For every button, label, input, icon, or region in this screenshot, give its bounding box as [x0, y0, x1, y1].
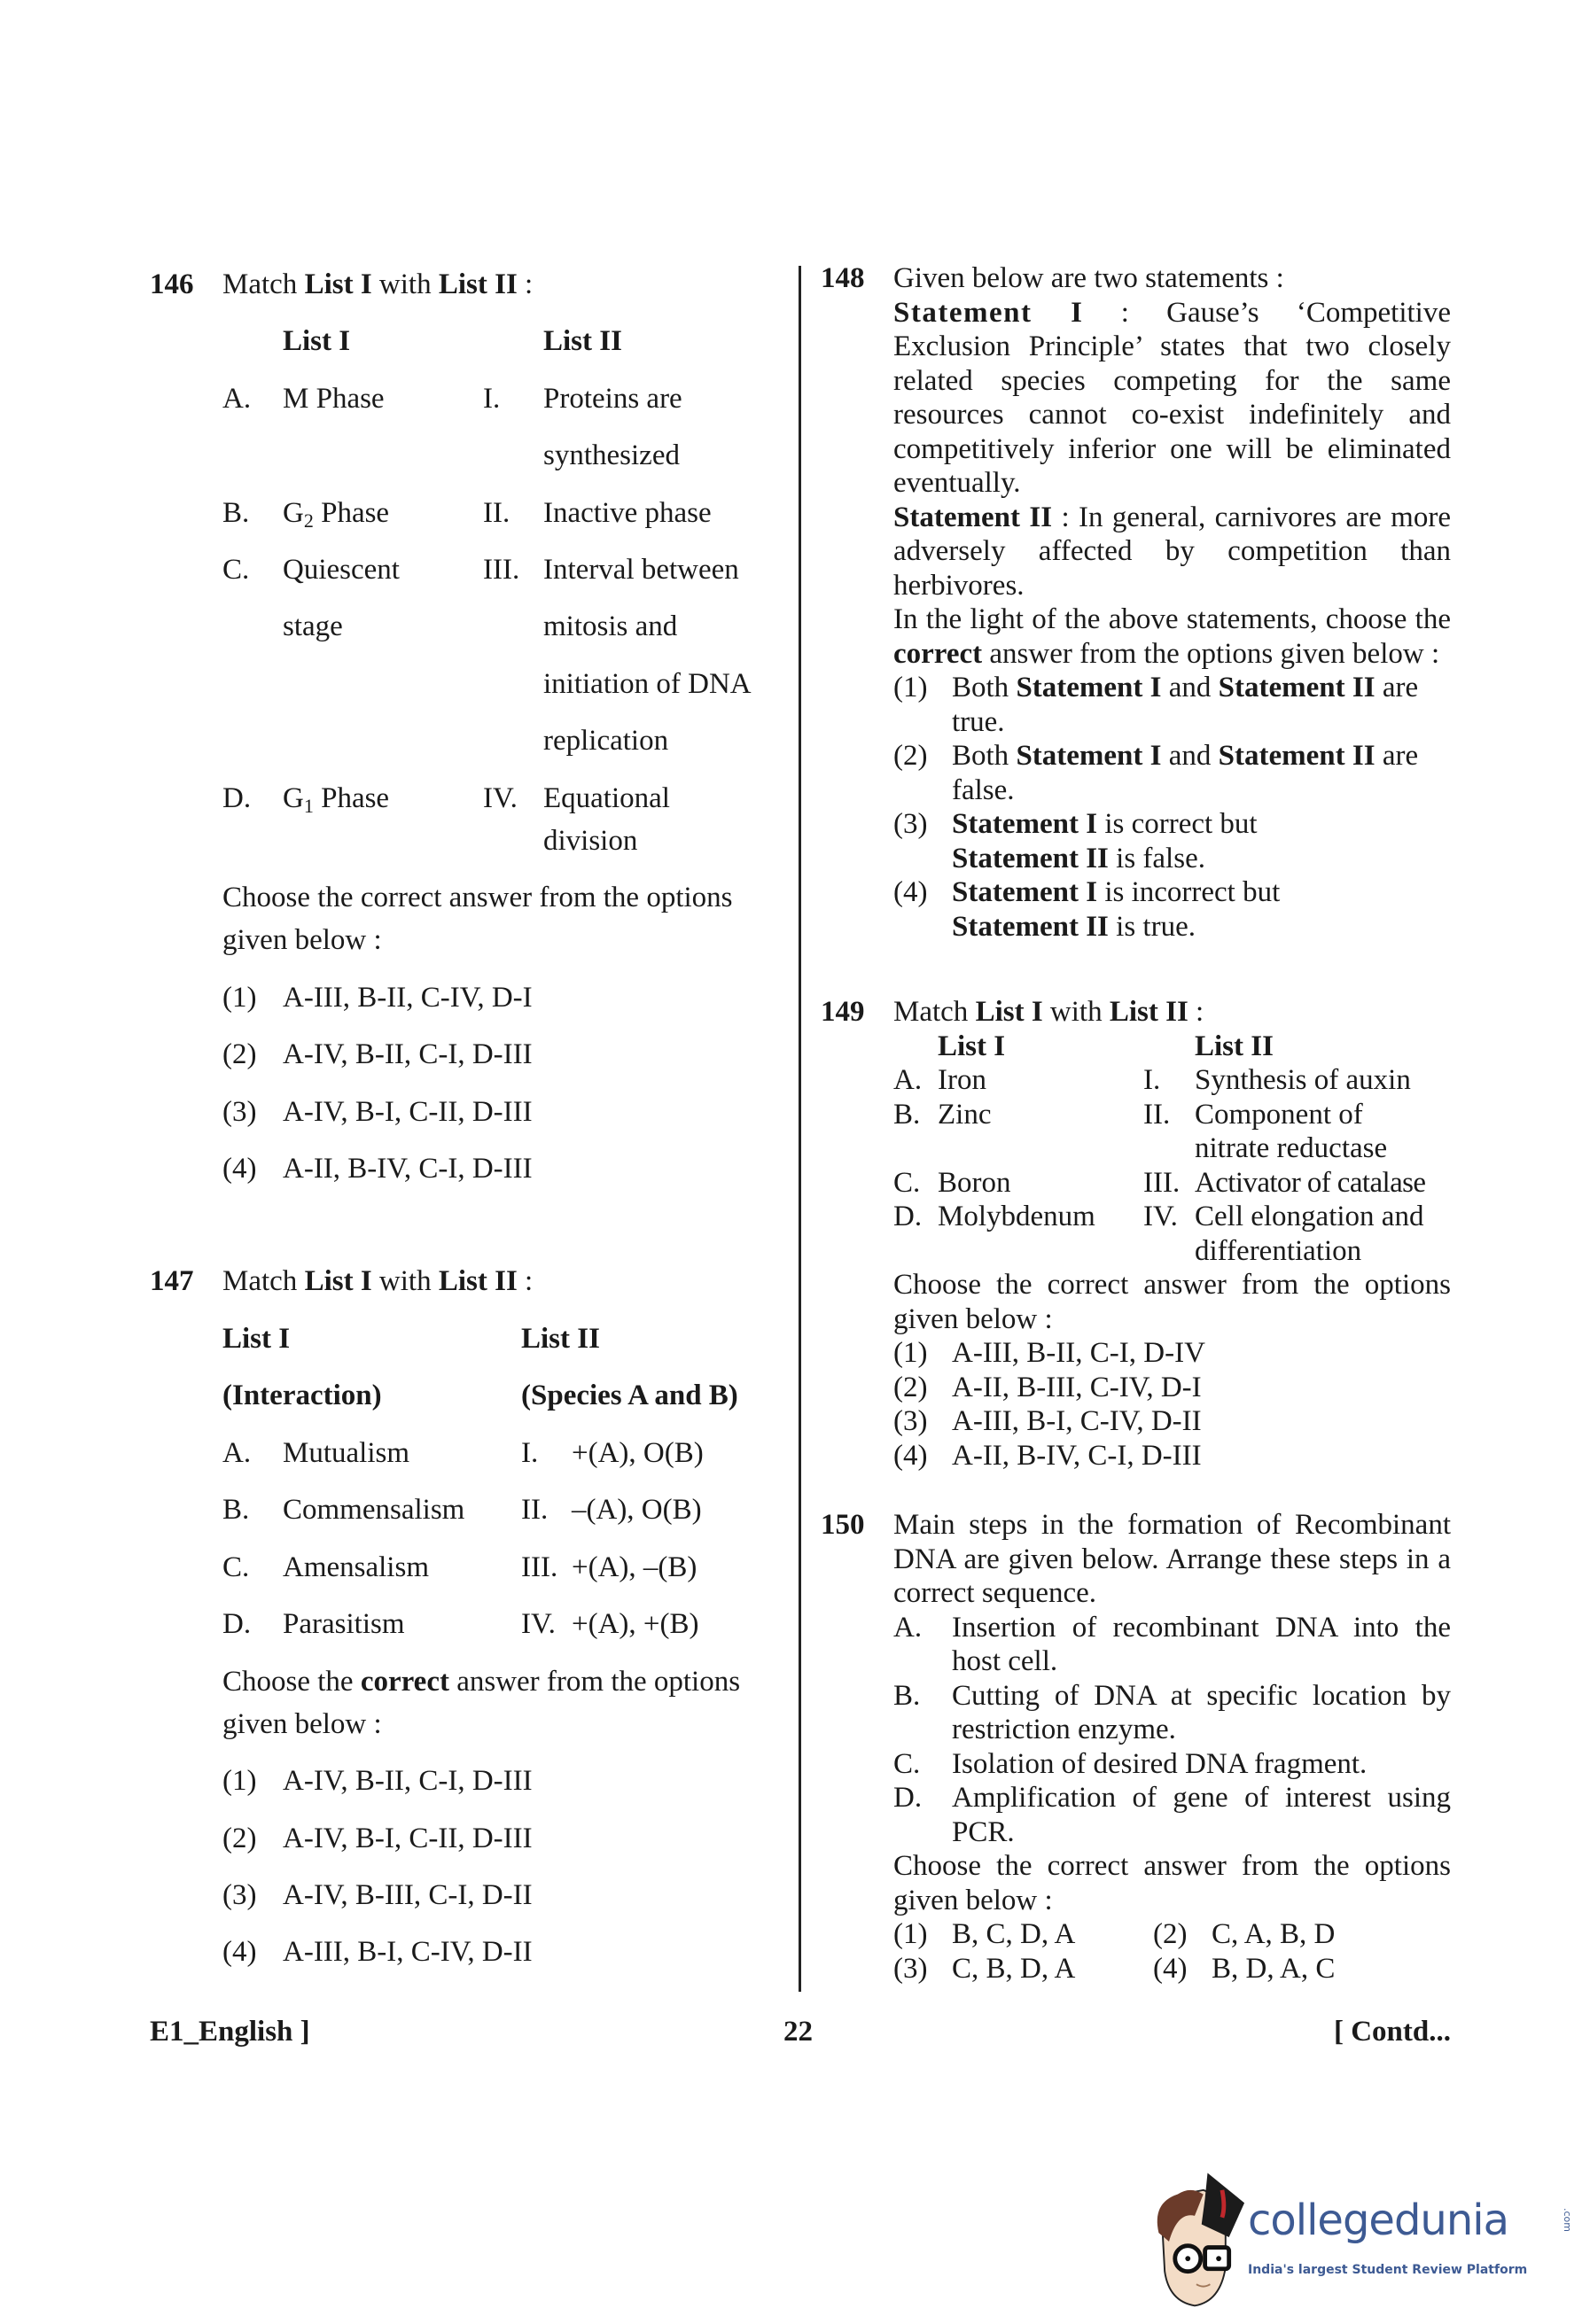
option-text: C, A, B, D	[1212, 1918, 1336, 1950]
stem-text: :	[517, 1265, 534, 1297]
row-letter: A.	[222, 1437, 252, 1469]
option-text: and	[1161, 672, 1219, 703]
option-text: are true.	[952, 672, 1419, 738]
item-text: Phase	[313, 497, 390, 529]
option-label: (3)	[893, 808, 928, 840]
step-text: Insertion of recombinant DNA into the host cell.	[952, 1611, 1451, 1677]
row-letter: D.	[222, 1608, 252, 1640]
list2-item: Activator of catalase	[1195, 1166, 1426, 1199]
list1-header: List I	[222, 1323, 291, 1355]
option-label[interactable]: (3)	[222, 1096, 257, 1128]
stem-bold: List II	[1109, 996, 1188, 1028]
list2-item: initiation of DNA	[543, 668, 752, 700]
list2-item: –(A), O(B)	[572, 1494, 702, 1526]
option-4[interactable]	[893, 875, 1451, 944]
option-text: Both	[952, 740, 1017, 772]
option-text: Both	[952, 672, 1017, 703]
list1-subheader: (Interaction)	[222, 1380, 382, 1411]
list1-item: Molybdenum	[938, 1201, 1095, 1232]
list1-item	[283, 495, 389, 531]
option-label[interactable]: (2)	[222, 1823, 257, 1854]
list2-item: synthesized	[543, 439, 680, 471]
option-3[interactable]	[893, 807, 1451, 875]
instruction: given below :	[222, 1708, 382, 1740]
question-number: 148	[821, 262, 865, 294]
row-letter: B.	[222, 497, 250, 529]
option-2[interactable]	[1153, 1917, 1451, 1952]
row-roman: IV.	[521, 1608, 556, 1640]
instruction: Choose the correct answer from the options given below :	[893, 1269, 1451, 1335]
statement-1	[893, 296, 1451, 501]
row-roman: II.	[483, 497, 510, 529]
stem-bold: List II	[438, 1265, 518, 1297]
list2-item: Inactive phase	[543, 497, 712, 529]
column-divider	[799, 266, 801, 1992]
list2-item: mitosis and	[543, 610, 678, 642]
option-bold: Statement II	[952, 842, 1109, 874]
list2-item: +(A), –(B)	[572, 1551, 697, 1583]
option-text[interactable]: A-II, B-IV, C-I, D-III	[283, 1153, 533, 1185]
option-bold: Statement I	[1016, 740, 1162, 772]
option-1[interactable]	[893, 671, 1451, 739]
list2-item: Proteins are	[543, 383, 682, 415]
option-4[interactable]	[1153, 1952, 1451, 1986]
option-bold: Statement I	[1016, 672, 1162, 703]
option-text[interactable]: A-IV, B-I, C-II, D-III	[283, 1096, 533, 1128]
instruction: given below :	[222, 924, 382, 956]
row-letter: A.	[893, 1064, 923, 1096]
question-stem	[222, 267, 533, 302]
stem-text: :	[1188, 996, 1204, 1028]
option-label: (1)	[893, 1918, 928, 1950]
option-1[interactable]	[893, 1336, 1451, 1371]
instruction-text: In the light of the above statements, choose the	[893, 603, 1451, 635]
list2-item: Interval between	[543, 554, 739, 586]
subscript: 1	[303, 795, 314, 817]
list2-item: division	[543, 825, 638, 857]
step-text: Amplification of gene of interest using PCR.	[952, 1782, 1451, 1848]
instruction: Choose the correct answer from the options	[222, 882, 733, 913]
list2-item: Cell elongation and differentiation	[1195, 1201, 1424, 1267]
match-table	[893, 1030, 1451, 1269]
question-stem	[893, 995, 1451, 1030]
instruction	[893, 602, 1451, 671]
option-text: C, B, D, A	[952, 1952, 1076, 1985]
stem-text: Match	[222, 1265, 305, 1297]
option-bold: Statement II	[1218, 672, 1375, 703]
stem-bold: List I	[304, 1265, 372, 1297]
footer-paper-code: E1_English ]	[150, 2016, 310, 2048]
list2-header: List II	[521, 1323, 600, 1355]
instruction-text: Choose the	[222, 1666, 361, 1698]
logo-suffix: .com	[1562, 2208, 1573, 2232]
subscript: 2	[303, 509, 314, 532]
list1-item: Boron	[938, 1166, 1011, 1199]
statement-text: : In general, carnivores are more adversely affected by competition than herbivores.	[893, 501, 1451, 602]
question-number: 150	[821, 1509, 865, 1541]
instruction-text: answer from the options	[448, 1666, 741, 1698]
footer-continued: [ Contd...	[1333, 2016, 1451, 2048]
option-text: A-II, B-III, C-IV, D-I	[952, 1371, 1202, 1403]
option-bold: Statement I	[952, 876, 1098, 908]
step-label: A.	[893, 1611, 923, 1644]
row-roman: II.	[521, 1494, 549, 1526]
option-label: (4)	[893, 876, 928, 908]
instruction-bold: correct	[893, 637, 983, 670]
stem-text: Match	[893, 996, 976, 1028]
row-roman: I.	[483, 383, 501, 415]
option-label[interactable]: (1)	[222, 1765, 257, 1797]
list2-item: Synthesis of auxin	[1195, 1064, 1411, 1096]
list1-item: Parasitism	[283, 1608, 405, 1640]
list1-item: Zinc	[938, 1098, 992, 1131]
option-3[interactable]	[893, 1404, 1451, 1439]
question-number: 147	[150, 1265, 194, 1297]
option-text: are false.	[952, 740, 1419, 806]
list2-item: replication	[543, 725, 669, 757]
list2-item: Component of nitrate reductase	[1195, 1098, 1388, 1164]
instruction	[222, 1664, 740, 1699]
step-label: B.	[893, 1679, 921, 1712]
row-letter: D.	[893, 1201, 923, 1232]
option-label: (1)	[893, 672, 928, 703]
question-stem	[222, 1263, 533, 1299]
option-text[interactable]: A-III, B-I, C-IV, D-II	[283, 1936, 533, 1968]
option-text: A-III, B-II, C-I, D-IV	[952, 1337, 1205, 1369]
list1-item: stage	[283, 610, 343, 642]
mascot-icon	[1143, 2162, 1246, 2312]
option-text[interactable]: A-IV, B-II, C-I, D-III	[283, 1765, 533, 1797]
step-text: Cutting of DNA at specific location by restriction enzyme.	[952, 1679, 1451, 1745]
row-letter: A.	[222, 383, 252, 415]
option-text: is false.	[1108, 842, 1205, 874]
row-letter: D.	[222, 782, 252, 814]
option-label: (2)	[1153, 1918, 1188, 1950]
question-number: 149	[821, 996, 865, 1028]
list2-subheader: (Species A and B)	[521, 1380, 738, 1411]
list1-item: Quiescent	[283, 554, 400, 586]
step-a	[893, 1611, 1451, 1679]
stem-text: :	[517, 268, 534, 300]
instruction-text: answer from the options given below :	[982, 637, 1440, 670]
row-roman: IV.	[1143, 1201, 1178, 1232]
option-bold: Statement I	[952, 808, 1098, 840]
statement-2	[893, 501, 1451, 603]
list1-item: Iron	[938, 1064, 986, 1096]
list1-item: Mutualism	[283, 1437, 410, 1469]
option-text: is incorrect but	[1097, 876, 1281, 908]
option-label: (3)	[893, 1405, 928, 1437]
item-text: Phase	[313, 782, 390, 814]
list1-item: Commensalism	[283, 1494, 465, 1526]
option-label[interactable]: (2)	[222, 1038, 257, 1070]
logo-wordmark: collegedunia	[1248, 2196, 1509, 2245]
step-d	[893, 1781, 1451, 1849]
list2-item: Equational	[543, 782, 670, 814]
row-letter: C.	[222, 1551, 250, 1583]
row-roman: I.	[1143, 1064, 1161, 1096]
option-text[interactable]: A-III, B-II, C-IV, D-I	[283, 982, 533, 1014]
stem-bold: List I	[304, 268, 372, 300]
list1-item	[283, 781, 389, 816]
question-number: 146	[150, 268, 194, 300]
row-letter: C.	[222, 554, 250, 586]
option-text[interactable]: A-IV, B-I, C-II, D-III	[283, 1823, 533, 1854]
stem-bold: List II	[438, 268, 518, 300]
question-stem: Main steps in the formation of Recombinant DNA are given below. Arrange these steps in a correct sequence.	[893, 1509, 1451, 1609]
list1-item: Amensalism	[283, 1551, 429, 1583]
option-label: (2)	[893, 1371, 928, 1403]
option-2[interactable]	[893, 1371, 1451, 1405]
statement-label: Statement II	[893, 501, 1053, 533]
row-roman: I.	[521, 1437, 539, 1469]
row-letter: B.	[893, 1098, 921, 1131]
question-stem: Given below are two statements :	[893, 262, 1284, 294]
option-3[interactable]	[893, 1952, 1153, 1986]
statement-label: Statement I	[893, 296, 1084, 329]
logo-tagline: India's largest Student Review Platform	[1248, 2263, 1528, 2277]
item-text: G	[283, 782, 304, 814]
footer-page-number: 22	[783, 2016, 813, 2048]
step-label: D.	[893, 1782, 923, 1814]
stem-text: with	[371, 1265, 439, 1297]
option-text: B, D, A, C	[1212, 1952, 1336, 1985]
option-text: B, C, D, A	[952, 1918, 1076, 1950]
option-label: (3)	[893, 1952, 928, 1985]
step-label: C.	[893, 1747, 921, 1780]
option-label: (4)	[1153, 1952, 1188, 1985]
option-label: (2)	[893, 740, 928, 772]
option-text: is correct but	[1097, 808, 1258, 840]
option-text: and	[1161, 740, 1219, 772]
option-text: is true.	[1108, 910, 1196, 943]
option-label[interactable]: (1)	[222, 982, 257, 1014]
option-bold: Statement II	[952, 910, 1109, 943]
item-text: G	[283, 497, 304, 529]
list1-item: M Phase	[283, 383, 385, 415]
row-letter: B.	[222, 1494, 250, 1526]
option-bold: Statement II	[1218, 740, 1375, 772]
stem-text: Match	[222, 268, 305, 300]
step-b	[893, 1679, 1451, 1747]
stem-text: with	[371, 268, 439, 300]
option-label[interactable]: (3)	[222, 1879, 257, 1911]
row-roman: III.	[483, 554, 520, 586]
list1-header: List I	[938, 1030, 1006, 1062]
step-c	[893, 1747, 1451, 1782]
row-roman: III.	[521, 1551, 558, 1583]
instruction: Choose the correct answer from the options given below :	[893, 1850, 1451, 1916]
row-roman: II.	[1143, 1098, 1171, 1131]
instruction-bold: correct	[360, 1666, 449, 1698]
list2-item: +(A), O(B)	[572, 1437, 704, 1469]
option-text[interactable]: A-IV, B-II, C-I, D-III	[283, 1038, 533, 1070]
statement-text: : Gause’s ‘Competitive Exclusion Principle’ states that two closely related species competing for the same resources cannot co-exist indefinitely and competitively inferior one will be eliminated eventually.	[893, 296, 1451, 499]
list1-header: List I	[283, 325, 351, 357]
option-1[interactable]	[893, 1917, 1153, 1952]
option-2[interactable]	[893, 739, 1451, 807]
option-text: A-II, B-IV, C-I, D-III	[952, 1439, 1202, 1472]
row-letter: C.	[893, 1166, 921, 1199]
option-label[interactable]: (4)	[222, 1936, 257, 1968]
stem-text: with	[1042, 996, 1110, 1028]
stem-bold: List I	[975, 996, 1043, 1028]
option-text: A-III, B-I, C-IV, D-II	[952, 1405, 1202, 1437]
row-roman: III.	[1143, 1166, 1181, 1199]
option-label[interactable]: (4)	[222, 1153, 257, 1185]
question-149	[821, 995, 1451, 1473]
question-150	[821, 1508, 1451, 1986]
list2-header: List II	[543, 325, 622, 357]
option-label: (4)	[893, 1439, 928, 1472]
option-label: (1)	[893, 1337, 928, 1369]
collegedunia-logo	[1143, 2162, 1578, 2312]
option-4[interactable]	[893, 1439, 1451, 1473]
row-roman: IV.	[483, 782, 518, 814]
step-text: Isolation of desired DNA fragment.	[952, 1747, 1368, 1780]
option-text[interactable]: A-IV, B-III, C-I, D-II	[283, 1879, 533, 1911]
list2-header: List II	[1195, 1030, 1274, 1062]
list2-item: +(A), +(B)	[572, 1608, 699, 1640]
question-148	[821, 261, 1451, 944]
